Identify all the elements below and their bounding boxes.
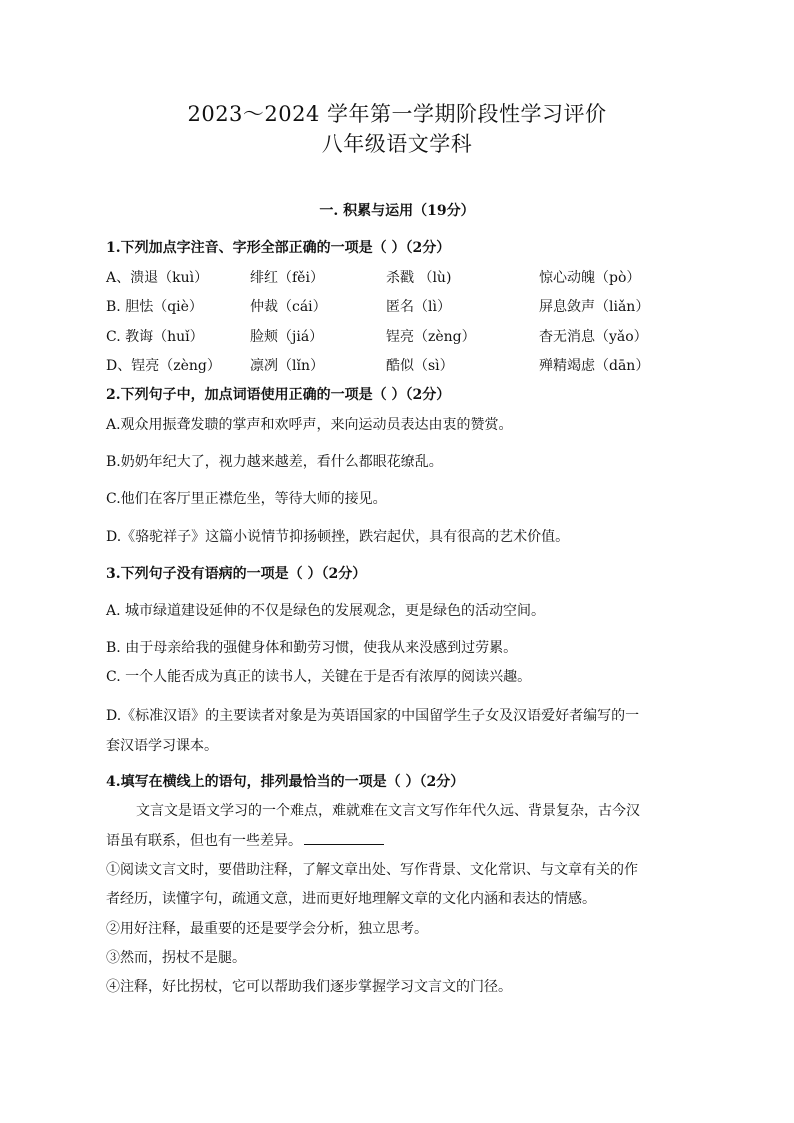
q1-option-b-word2: 仲裁（cái）	[250, 299, 327, 315]
q1-option-c-word2: 脸颊（jiá）	[250, 329, 324, 345]
q2-option-d: D.《骆驼祥子》这篇小说情节抑扬顿挫，跌宕起伏，具有很高的艺术价值。	[106, 529, 570, 545]
q1-option-d-word1: D、锃亮（zèng）	[106, 358, 221, 374]
q4-passage-text: 语虽有联系，但也有一些差异。	[106, 833, 302, 849]
q4-item-2: ②用好注释，最重要的还是要学会分析，独立思考。	[106, 921, 428, 937]
question-3-stem: 3.下列句子没有语病的一项是（ ）（2分）	[106, 566, 367, 582]
q3-option-d-line1: D.《标准汉语》的主要读者对象是为英语国家的中国留学生子女及汉语爱好者编写的一	[106, 708, 640, 724]
q1-option-d-word2: 凛冽（lǐn）	[250, 358, 324, 374]
q3-option-c: C. 一个人能否成为真正的读书人，关键在于是否有浓厚的阅读兴趣。	[106, 669, 532, 685]
q3-option-a: A. 城市绿道建设延伸的不仅是绿色的发展观念，更是绿色的活动空间。	[106, 603, 546, 619]
q2-option-c: C.他们在客厅里正襟危坐，等待大师的接见。	[106, 491, 387, 507]
q4-passage-line2	[106, 830, 384, 850]
question-2-stem: 2.下列句子中，加点词语使用正确的一项是（ ）（2分）	[106, 387, 451, 403]
q4-item-1-line2: 者经历，读懂字句，疏通文意，进而更好地理解文章的文化内涵和表达的情感。	[106, 891, 596, 907]
question-1-stem: 1.下列加点字注音、字形全部正确的一项是（ ）（2分）	[106, 240, 451, 256]
q3-option-b: B. 由于母亲给我的强健身体和勤劳习惯，使我从来没感到过劳累。	[106, 640, 518, 656]
q4-item-1-line1: ①阅读文言文时，要借助注释，了解文章出处、写作背景、文化常识、与文章有关的作	[106, 862, 638, 878]
section-heading: 一. 积累与运用（19分）	[319, 203, 475, 219]
q2-option-b: B.奶奶年纪大了，视力越来越差，看什么都眼花缭乱。	[106, 454, 443, 470]
q1-option-a-word3: 杀戳 （lù)	[386, 270, 452, 286]
q1-option-c-word4: 杳无消息（yǎo）	[539, 329, 648, 345]
q1-option-a-word1: A、溃退（kuì）	[106, 270, 209, 286]
q1-option-a-word4: 惊心动魄（pò）	[539, 270, 641, 286]
answer-blank	[304, 830, 384, 845]
q1-option-d-word3: 酷似（sì）	[386, 358, 454, 374]
q1-option-b-word3: 匿名（lì）	[386, 299, 451, 315]
q4-item-4: ④注释，好比拐杖，它可以帮助我们逐步掌握学习文言文的门径。	[106, 979, 512, 995]
q1-option-b-word1: B. 胆怯（qiè）	[106, 299, 203, 315]
q2-option-a: A.观众用振聋发聩的掌声和欢呼声，来向运动员表达由衷的赞赏。	[106, 417, 513, 433]
exam-subtitle: 八年级语文学科	[321, 132, 473, 156]
question-4-stem: 4.填写在横线上的语句，排列最恰当的一项是（ ）（2分）	[106, 774, 465, 790]
q4-item-3: ③然而，拐杖不是腿。	[106, 950, 246, 966]
q1-option-a-word2: 绯红（fěi）	[250, 270, 324, 286]
q3-option-d-line2: 套汉语学习课本。	[106, 738, 218, 754]
q1-option-b-word4: 屏息敛声（liǎn）	[539, 299, 650, 315]
q1-option-d-word4: 殚精竭虑（dān）	[539, 358, 650, 374]
q4-passage-line1: 文言文是语文学习的一个难点，难就难在文言文写作年代久远、背景复杂，古今汉	[136, 803, 640, 819]
exam-title: 2023～2024 学年第一学期阶段性学习评价	[187, 102, 607, 126]
q1-option-c-word3: 锃亮（zèng）	[386, 329, 476, 345]
q1-option-c-word1: C. 教诲（huǐ）	[106, 329, 204, 345]
